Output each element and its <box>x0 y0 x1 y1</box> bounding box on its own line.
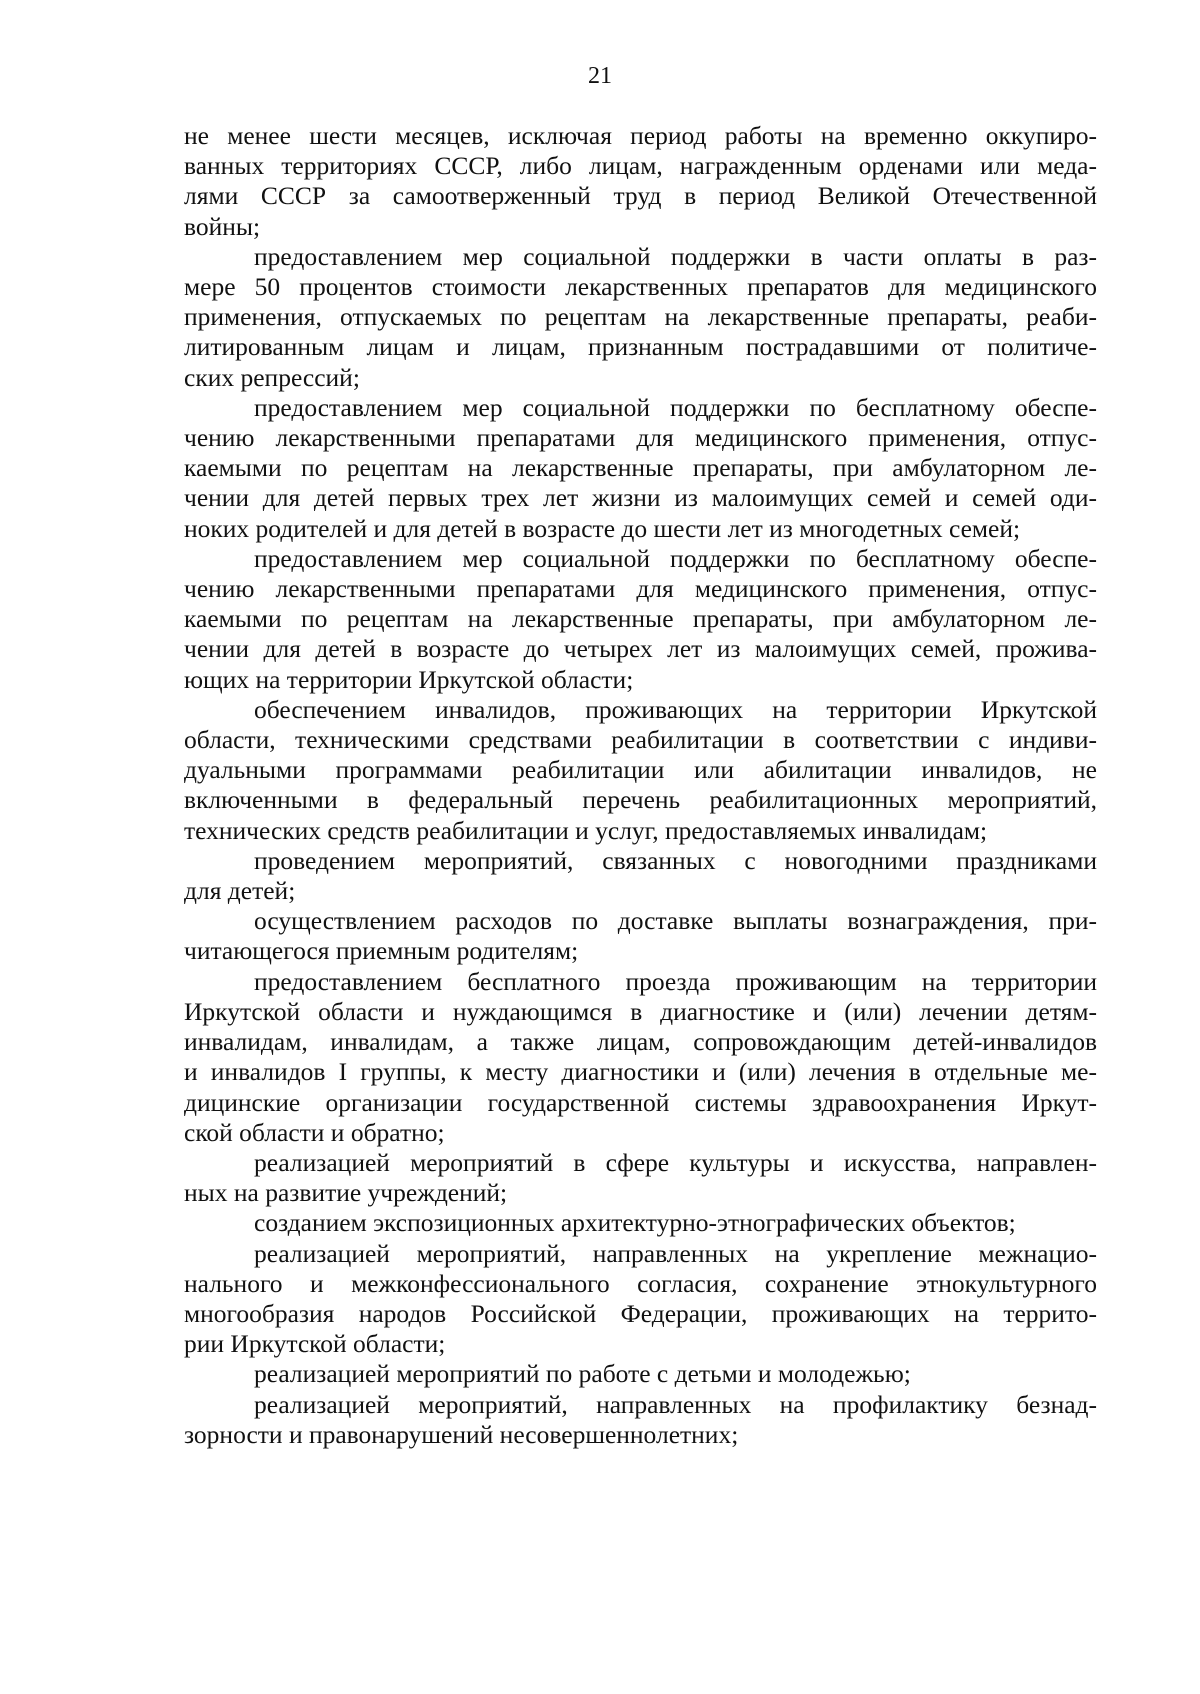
text-line: ных на развитие учреждений; <box>184 1178 508 1208</box>
text-line: каемыми по рецептам на лекарственные препараты, при амбулаторном ле- <box>184 453 1097 483</box>
text-line: и инвалидов I группы, к месту диагностики и (или) лечения в отдельные ме- <box>184 1057 1097 1087</box>
text-line: зорности и правонарушений несовершеннолетних; <box>184 1419 739 1449</box>
text-line: чению лекарственными препаратами для медицинского применения, отпус- <box>184 423 1097 453</box>
text-line: реализацией мероприятий, направленных на укрепление межнацио- <box>254 1238 1097 1268</box>
text-line: Иркутской области и нуждающимся в диагностике и (или) лечении детям- <box>184 996 1097 1026</box>
text-line: мере 50 процентов стоимости лекарственных препаратов для медицинского <box>184 272 1097 302</box>
text-line: войны; <box>184 211 261 241</box>
text-line: включенными в федеральный перечень реабилитационных мероприятий, <box>184 785 1097 815</box>
text-line: технических средств реабилитации и услуг, предоставляемых инвалидам; <box>184 815 988 845</box>
text-line: созданием экспозиционных архитектурно-этнографических объектов; <box>254 1208 1016 1238</box>
text-line: предоставлением мер социальной поддержки по бесплатному обеспе- <box>254 392 1097 422</box>
paragraph <box>184 1148 1097 1208</box>
text-line: предоставлением бесплатного проезда проживающим на территории <box>254 966 1097 996</box>
paragraph <box>184 242 1097 393</box>
text-line: области, техническими средствами реабилитации в соответствии с индиви- <box>184 725 1097 755</box>
text-line: чении для детей первых трех лет жизни из малоимущих семей и семей оди- <box>184 483 1097 513</box>
text-line: чении для детей в возрасте до четырех лет из малоимущих семей, прожива- <box>184 634 1097 664</box>
text-line: ской области и обратно; <box>184 1117 445 1147</box>
text-line: реализацией мероприятий в сфере культуры и искусства, направлен- <box>254 1147 1097 1177</box>
paragraph <box>184 695 1097 846</box>
text-line: чению лекарственными препаратами для медицинского применения, отпус- <box>184 574 1097 604</box>
page-number: 21 <box>588 63 612 89</box>
paragraph <box>184 967 1097 1148</box>
paragraph <box>184 1208 1097 1238</box>
text-line: предоставлением мер социальной поддержки в части оплаты в раз- <box>254 241 1097 271</box>
text-line: дуальными программами реабилитации или абилитации инвалидов, не <box>184 755 1097 785</box>
text-line: обеспечением инвалидов, проживающих на территории Иркутской <box>254 694 1097 724</box>
text-line: рии Иркутской области; <box>184 1329 446 1359</box>
text-line: реализацией мероприятий, направленных на профилактику безнад- <box>254 1389 1097 1419</box>
text-line: предоставлением мер социальной поддержки по бесплатному обеспе- <box>254 543 1097 573</box>
text-line: дицинские организации государственной системы здравоохранения Иркут- <box>184 1087 1097 1117</box>
paragraph <box>184 544 1097 695</box>
paragraph <box>184 1239 1097 1360</box>
text-line: ющих на территории Иркутской области; <box>184 664 634 694</box>
text-line: лями СССР за самоотверженный труд в период Великой Отечественной <box>184 181 1097 211</box>
text-line: для детей; <box>184 876 296 906</box>
paragraph <box>184 1359 1097 1389</box>
text-line: инвалидам, инвалидам, а также лицам, сопровождающим детей-инвалидов <box>184 1027 1097 1057</box>
text-line: читающегося приемным родителям; <box>184 936 579 966</box>
body-text <box>184 121 1097 1450</box>
paragraph <box>184 906 1097 966</box>
text-line: применения, отпускаемых по рецептам на лекарственные препараты, реаби- <box>184 302 1097 332</box>
text-line: каемыми по рецептам на лекарственные препараты, при амбулаторном ле- <box>184 604 1097 634</box>
text-line: ноких родителей и для детей в возрасте до шести лет из многодетных семей; <box>184 513 1021 543</box>
text-line: проведением мероприятий, связанных с новогодними праздниками <box>254 845 1097 875</box>
text-line: литированным лицам и лицам, признанным пострадавшими от политиче- <box>184 332 1097 362</box>
paragraph <box>184 1390 1097 1450</box>
text-line: многообразия народов Российской Федерации, проживающих на террито- <box>184 1298 1097 1328</box>
paragraph <box>184 393 1097 544</box>
paragraph <box>184 846 1097 906</box>
text-line: реализацией мероприятий по работе с детьми и молодежью; <box>254 1359 911 1389</box>
text-line: ванных территориях СССР, либо лицам, награжденным орденами или меда- <box>184 151 1097 181</box>
text-line: осуществлением расходов по доставке выплаты вознаграждения, при- <box>254 906 1097 936</box>
text-line: ских репрессий; <box>184 362 360 392</box>
paragraph <box>184 121 1097 242</box>
text-line: не менее шести месяцев, исключая период работы на временно оккупиро- <box>184 121 1097 150</box>
text-line: нального и межконфессионального согласия, сохранение этнокультурного <box>184 1268 1097 1298</box>
